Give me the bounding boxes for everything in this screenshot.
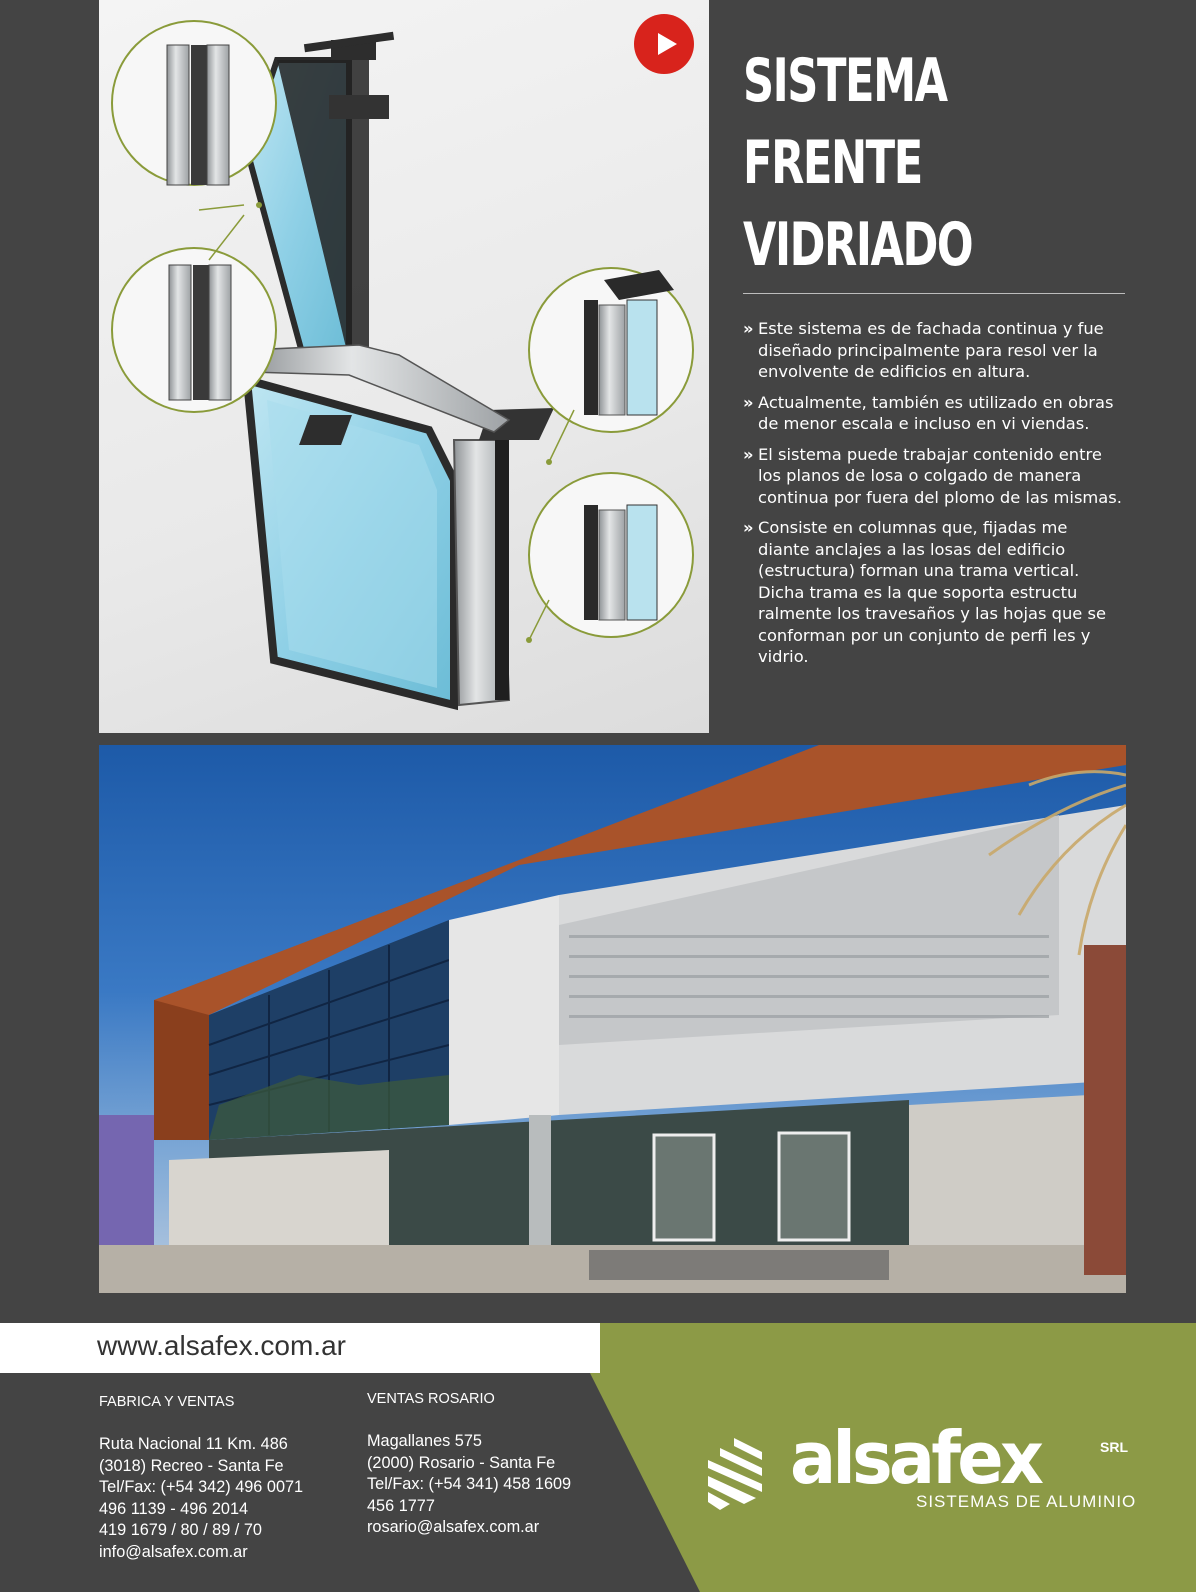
factory-contact [99,1394,359,1564]
list-item: » Consiste en columnas que, fijadas me diante anclajes a las losas del edificio (estructura) forman una trama vertical. Dicha trama es la que soporta estructu ralmente los travesaños y las hojas que se conforman por un conjunto de perfi les y vidrio. [743,517,1123,668]
rosario-email[interactable]: rosario@alsafex.com.ar [367,1518,540,1537]
rosario-line: (2000) Rosario - Santa Fe [367,1453,556,1472]
factory-line: 419 1679 / 80 / 89 / 70 [99,1521,262,1540]
logo-suffix: SRL [1100,1439,1128,1455]
curtain-wall-illustration [99,0,709,733]
factory-line: Tel/Fax: (+54 342) 496 0071 [99,1478,304,1497]
factory-address [99,1434,359,1564]
rosario-line: Magallanes 575 [367,1432,482,1450]
rosario-contact [367,1391,627,1539]
logo-wordmark: alsafex [790,1416,1041,1500]
factory-line: (3018) Recreo - Santa Fe [99,1456,284,1475]
factory-heading: FABRICA Y VENTAS [99,1394,235,1410]
feature-list [743,318,1123,677]
rosario-line: 456 1777 [367,1496,435,1515]
building-illustration [99,745,1126,1293]
website-link[interactable]: www.alsafex.com.ar [97,1330,346,1361]
rosario-address [367,1431,627,1539]
list-item: » El sistema puede trabajar contenido entre los planos de losa o colgado de manera continua por fuera del plomo de las mismas. [743,444,1123,509]
title-divider [743,293,1125,294]
curtain-wall-render [99,0,709,733]
play-video-button[interactable] [634,14,694,74]
rosario-heading: VENTAS ROSARIO [367,1391,495,1407]
detail-circle-4 [529,473,693,637]
building-photo [99,745,1126,1293]
factory-line: 496 1139 - 496 2014 [99,1499,249,1518]
rosario-line: Tel/Fax: (+54 341) 458 1609 [367,1475,572,1494]
alsafex-logo-icon [700,1438,770,1514]
list-item: » Actualmente, también es utilizado en obras de menor escala e incluso en vi viendas. [743,392,1123,435]
factory-line: Ruta Nacional 11 Km. 486 [99,1435,288,1453]
logo-tagline: SISTEMAS DE ALUMINIO [916,1492,1137,1511]
title-line-2: FRENTE [743,128,922,198]
detail-circle-1 [112,21,276,185]
factory-email[interactable]: info@alsafex.com.ar [99,1542,248,1561]
page-title [743,40,1024,286]
title-line-1: SISTEMA [743,46,947,116]
detail-circle-3 [529,268,693,432]
list-item: » Este sistema es de fachada continua y fue diseñado principalmente para resol ver la envolvente de edificios en altura. [743,318,1123,383]
detail-circle-2 [112,248,276,412]
title-line-3: VIDRIADO [743,210,973,280]
